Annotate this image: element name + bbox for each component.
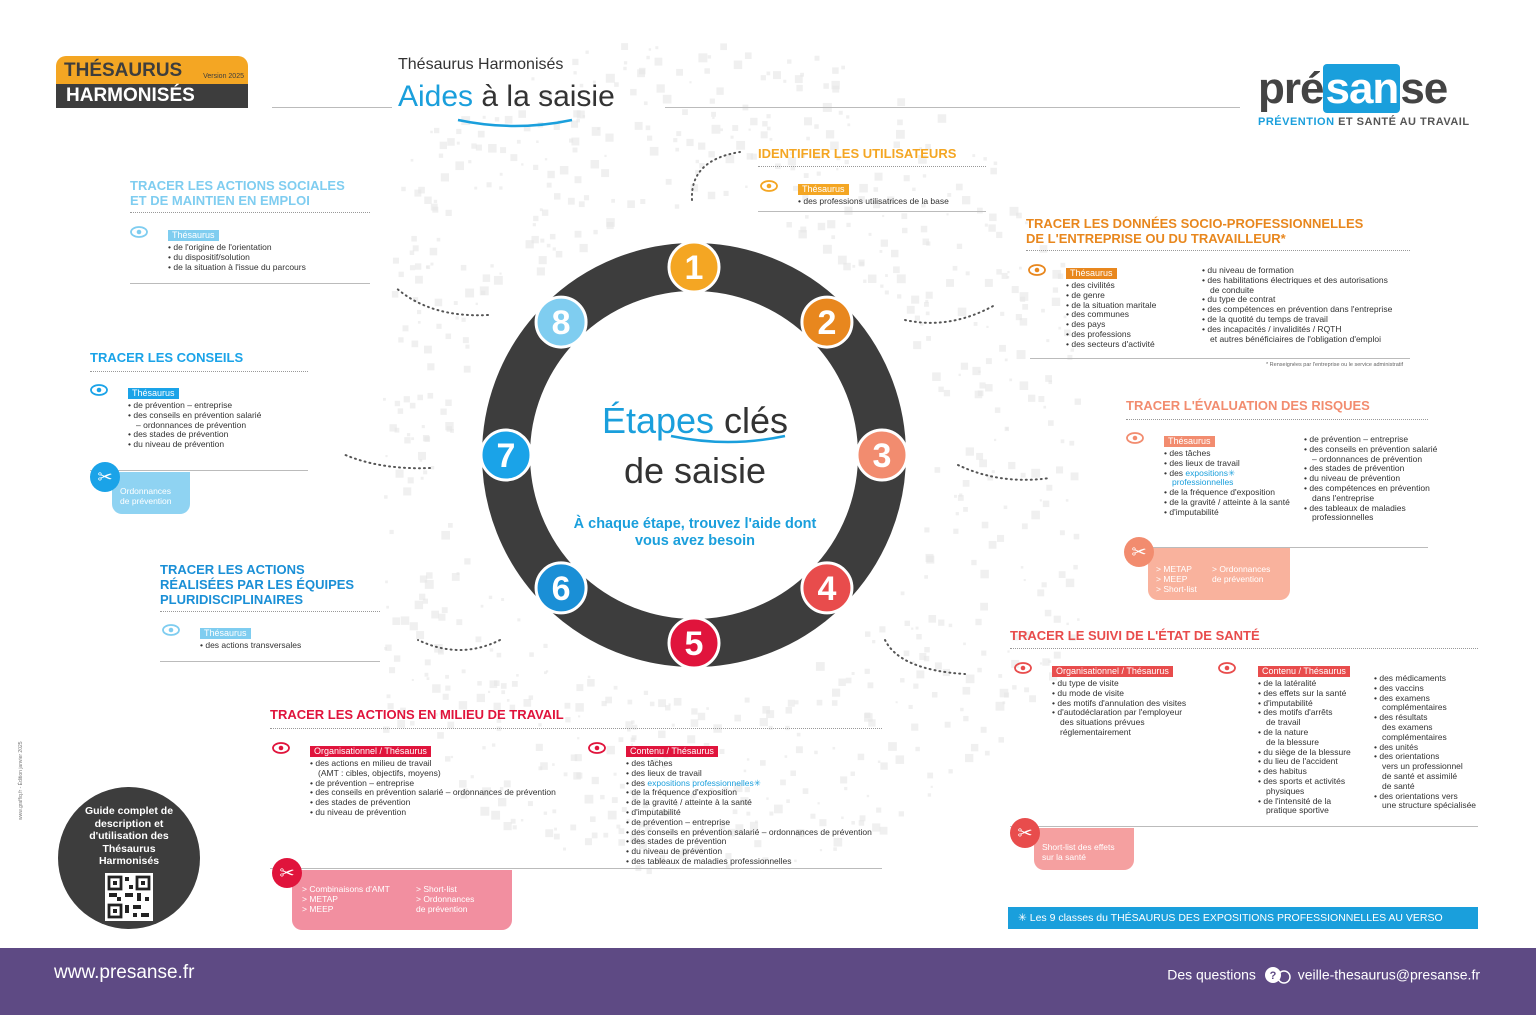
list-item: • des civilités <box>1066 281 1156 291</box>
s4-list-col1 <box>1052 679 1186 738</box>
list-item: • de l'origine de l'orientation <box>168 243 306 253</box>
s5-title: TRACER LES ACTIONS EN MILIEU DE TRAVAIL <box>270 707 564 722</box>
list-item: • du niveau de prévention <box>1304 474 1437 484</box>
s3-tag: Thésaurus <box>1164 436 1215 447</box>
s6-rule <box>160 661 380 662</box>
connector-arrow <box>418 640 500 650</box>
list-item: de conduite <box>1210 284 1254 295</box>
list-item: des situations prévues <box>1060 717 1145 728</box>
s5-rule <box>270 868 882 869</box>
s7-tools-box <box>112 472 190 514</box>
tools-icon: ✂ <box>90 462 120 492</box>
eye-icon <box>90 384 108 396</box>
list-item: vers un professionnel <box>1382 761 1463 772</box>
step-8 <box>536 297 586 347</box>
list-item: • des conseils en prévention salarié – ordonnances de prévention <box>626 828 872 838</box>
s8-tag: Thésaurus <box>168 230 219 241</box>
eye-icon <box>1218 662 1236 674</box>
connector-arrow <box>958 465 1050 480</box>
s2-list-col2 <box>1202 266 1392 344</box>
s4-divider <box>1010 648 1478 649</box>
list-item: • des secteurs d'activité <box>1066 340 1156 350</box>
eye-icon <box>162 624 180 636</box>
s4-tools-box <box>1034 828 1134 870</box>
list-item: • de prévention – entreprise <box>128 401 261 411</box>
page-title: Aides à la saisie <box>398 80 615 113</box>
s8-rule <box>130 283 370 284</box>
list-item: – ordonnances de prévention <box>1312 453 1423 464</box>
list-item: • d'imputabilité <box>1164 508 1290 518</box>
tool-item: > Ordonnances <box>1212 564 1271 574</box>
tool-item: > Short-list <box>416 884 457 894</box>
s5-tag-contenu: Contenu / Thésaurus <box>626 746 718 757</box>
list-item: une structure spécialisée <box>1382 800 1477 811</box>
list-item: • de la nature <box>1258 728 1351 738</box>
list-item: • des habitus <box>1258 767 1351 777</box>
list-item: • du type de contrat <box>1202 295 1392 305</box>
step-number: 6 <box>551 569 571 608</box>
list-item: • des effets sur la santé <box>1258 689 1351 699</box>
list-item: • d'autodéclaration par l'employeur <box>1052 708 1186 718</box>
list-item: • du niveau de prévention <box>310 808 556 818</box>
list-item: et autres bénéficiaires de l'obligation d'emploi <box>1210 333 1381 344</box>
list-item: • d'imputabilité <box>1258 699 1351 709</box>
list-item: • des expositions✳ <box>1164 469 1290 479</box>
list-item: • des stades de prévention <box>128 430 261 440</box>
s7-rule <box>90 470 308 471</box>
list-item: • des professions utilisatrices de la base <box>798 197 949 207</box>
list-item: • des orientations <box>1374 752 1476 762</box>
s4-list-col3 <box>1374 674 1476 811</box>
s5-list-col1 <box>310 759 556 818</box>
s2-divider <box>1026 250 1410 251</box>
list-item: • des compétences en prévention dans l'entreprise <box>1202 305 1392 315</box>
s4-tag-contenu: Contenu / Thésaurus <box>1258 666 1350 677</box>
list-item: de santé <box>1382 780 1415 791</box>
list-item: réglementairement <box>1060 726 1131 737</box>
list-item: • des pays <box>1066 320 1156 330</box>
list-item: • de la fréquence d'exposition <box>626 788 872 798</box>
s1-tag: Thésaurus <box>798 184 849 195</box>
list-item: • des stades de prévention <box>310 798 556 808</box>
tool-item: > MEEP <box>302 904 334 914</box>
list-item: • du dispositif/solution <box>168 253 306 263</box>
s2-tag: Thésaurus <box>1066 268 1117 279</box>
list-item: complémentaires <box>1382 731 1447 742</box>
s5-divider <box>270 728 882 729</box>
list-item: • des lieux de travail <box>626 769 872 779</box>
list-item: • des incapacités / invalidités / RQTH <box>1202 325 1392 335</box>
list-item: • des tâches <box>1164 449 1290 459</box>
presanse-tagline: PRÉVENTION ET SANTÉ AU TRAVAIL <box>1258 116 1470 128</box>
step-number: 7 <box>496 437 516 475</box>
tool-item: de prévention <box>416 904 468 914</box>
tool-item: > METAP <box>1156 564 1192 574</box>
tools-icon: ✂ <box>1010 818 1040 848</box>
list-item: • des conseils en prévention salarié <box>1304 445 1437 455</box>
tool-item: > Combinaisons d'AMT <box>302 884 390 894</box>
list-item: • de prévention – entreprise <box>1304 435 1437 445</box>
list-item: • des médicaments <box>1374 674 1476 684</box>
step-number: 2 <box>817 304 837 343</box>
step-number: 8 <box>551 304 571 343</box>
eye-icon <box>1126 432 1144 444</box>
s6-tag: Thésaurus <box>200 628 251 639</box>
list-item: • de prévention – entreprise <box>310 779 556 789</box>
list-item: • des actions en milieu de travail <box>310 759 556 769</box>
s8-list <box>168 243 306 272</box>
s7-title: TRACER LES CONSEILS <box>90 350 244 365</box>
presanse-logo: présanse <box>1258 64 1448 113</box>
s8-divider <box>130 212 370 213</box>
list-item: • des vaccins <box>1374 684 1476 694</box>
list-item: • de la latéralité <box>1258 679 1351 689</box>
connector-arrow <box>395 287 488 315</box>
list-item: • des actions transversales <box>200 641 301 651</box>
list-item: • des professions <box>1066 330 1156 340</box>
step-number: 5 <box>684 625 704 663</box>
step-number: 3 <box>872 437 892 475</box>
tool-item: > Short-list <box>1156 584 1197 594</box>
list-item: – ordonnances de prévention <box>136 419 247 430</box>
tool-item: Short-list des effets <box>1042 842 1115 852</box>
list-item: complémentaires <box>1382 702 1447 713</box>
guide-text: Guide complet de description et d'utilisation des Thésaurus Harmonisés <box>84 805 174 867</box>
step-number: 4 <box>817 569 837 608</box>
eye-icon <box>588 742 606 754</box>
question-bubble-icon <box>1262 966 1292 986</box>
s6-title: TRACER LES ACTIONS RÉALISÉES PAR LES ÉQUIPES PLURIDISCIPLINAIRES <box>160 562 355 607</box>
list-item: • de la fréquence d'exposition <box>1164 488 1290 498</box>
list-item: professionnelles <box>1312 512 1374 523</box>
list-item: • de genre <box>1066 291 1156 301</box>
list-item: pratique sportive <box>1266 805 1329 816</box>
s5-list-col2 <box>626 759 872 867</box>
list-item: • des motifs d'arrêts <box>1258 708 1351 718</box>
list-item: • d'imputabilité <box>626 808 872 818</box>
list-item: dans l'entreprise <box>1312 492 1375 503</box>
list-item: • des conseils en prévention salarié – ordonnances de prévention <box>310 788 556 798</box>
footer-email[interactable]: veille-thesaurus@presanse.fr <box>1297 966 1480 983</box>
list-item: • du type de visite <box>1052 679 1186 689</box>
svg-text:?: ? <box>1269 970 1277 982</box>
list-item: • des motifs d'annulation des visites <box>1052 699 1186 709</box>
s2-rule <box>1030 358 1410 359</box>
s7-list <box>128 401 261 450</box>
list-item: des examens <box>1382 721 1433 732</box>
s2-title: TRACER LES DONNÉES SOCIO-PROFESSIONNELLES DE L'ENTREPRISE OU DU TRAVAILLEUR* <box>1026 216 1364 246</box>
list-item: • des orientations vers <box>1374 792 1476 802</box>
eye-icon <box>130 226 148 238</box>
list-item: • des sports et activités <box>1258 777 1351 787</box>
list-item: de la blessure <box>1266 736 1319 747</box>
s1-divider <box>758 166 986 167</box>
connector-arrow <box>692 152 740 200</box>
list-item: • des tâches <box>626 759 872 769</box>
header-subtitle: Thésaurus Harmonisés <box>398 56 564 73</box>
list-item: • des conseils en prévention salarié <box>128 411 261 421</box>
eye-icon <box>272 742 290 754</box>
list-item: • du lieu de l'accident <box>1258 757 1351 767</box>
s4-rule <box>1010 826 1478 827</box>
s2-list-col1 <box>1066 281 1156 350</box>
center-title: Étapes clés de saisie <box>601 400 789 491</box>
list-item: physiques <box>1266 785 1305 796</box>
step-3 <box>857 430 907 480</box>
tool-item: de prévention <box>120 496 172 506</box>
footer-contact: Des questions ? veille-thesaurus@presanse.fr <box>1167 966 1480 986</box>
list-item: • du niveau de prévention <box>128 440 261 450</box>
list-item: • des expositions professionnelles✳ <box>626 779 872 789</box>
list-item: • des habilitations électriques et des autorisations <box>1202 276 1392 286</box>
connector-arrow <box>905 305 995 323</box>
list-item: • de la situation à l'issue du parcours <box>168 263 306 273</box>
list-item: • du siège de la blessure <box>1258 748 1351 758</box>
s5-tools-box <box>292 870 512 930</box>
list-item: • de la gravité / atteinte à la santé <box>626 798 872 808</box>
list-item: professionnelles <box>1172 477 1234 488</box>
list-item: • de la gravité / atteinte à la santé <box>1164 498 1290 508</box>
list-item: • des compétences en prévention <box>1304 484 1437 494</box>
s5-tag-organisationnel: Organisationnel / Thésaurus <box>310 746 431 757</box>
s3-title: TRACER L'ÉVALUATION DES RISQUES <box>1126 398 1370 413</box>
tool-item: > Ordonnances <box>416 894 475 904</box>
step-7 <box>481 430 531 480</box>
s6-list <box>200 641 301 651</box>
tool-item: > METAP <box>302 894 338 904</box>
step-6 <box>536 563 586 613</box>
s4-list-col2 <box>1258 679 1351 816</box>
list-item: de travail <box>1266 717 1301 728</box>
list-item: • du mode de visite <box>1052 689 1186 699</box>
list-item: • des stades de prévention <box>626 837 872 847</box>
edition-credit: www.graffiq.fr - Édition janvier 2025 <box>18 741 24 820</box>
footer-url[interactable]: www.presanse.fr <box>54 962 195 983</box>
list-item: • des résultats <box>1374 713 1476 723</box>
list-item: • des stades de prévention <box>1304 464 1437 474</box>
list-item: • des unités <box>1374 743 1476 753</box>
s3-tools-box <box>1148 548 1290 600</box>
eye-icon <box>1014 662 1032 674</box>
tool-item: sur la santé <box>1042 852 1086 862</box>
footer <box>0 948 1536 1015</box>
s3-divider <box>1126 419 1428 420</box>
s4-title: TRACER LE SUIVI DE L'ÉTAT DE SANTÉ <box>1010 628 1260 643</box>
verso-banner[interactable]: ✳ Les 9 classes du THÉSAURUS DES EXPOSITIONS PROFESSIONNELLES AU VERSO <box>1008 907 1478 929</box>
step-number: 1 <box>684 249 704 287</box>
center-subtitle: À chaque étape, trouvez l'aide dont vous avez besoin <box>573 516 817 549</box>
tool-item: de prévention <box>1212 574 1264 584</box>
qr-code-icon[interactable] <box>105 873 153 921</box>
s2-footnote: * Renseignées par l'entreprise ou le service administratif <box>1266 362 1404 368</box>
s1-title: IDENTIFIER LES UTILISATEURS <box>758 146 957 161</box>
s3-list-col1 <box>1164 449 1290 518</box>
list-item: • de la quotité du temps de travail <box>1202 315 1392 325</box>
thesaurus-logo: THÉSAURUS Version 2025 HARMONISÉS <box>56 56 248 108</box>
tool-item: Ordonnances <box>120 486 172 496</box>
s3-list-col2 <box>1304 435 1437 523</box>
list-item: • des examens <box>1374 694 1476 704</box>
connector-arrow <box>885 640 965 674</box>
s8-title: TRACER LES ACTIONS SOCIALES ET DE MAINTIEN EN EMPLOI <box>130 178 345 208</box>
tools-icon: ✂ <box>272 858 302 888</box>
list-item: (AMT : cibles, objectifs, moyens) <box>318 767 441 778</box>
list-item: • des communes <box>1066 310 1156 320</box>
center-underline <box>668 432 788 446</box>
list-item: • des tableaux de maladies <box>1304 504 1437 514</box>
list-item: • des tableaux de maladies professionnelles <box>626 857 872 867</box>
tool-item: > MEEP <box>1156 574 1188 584</box>
step-4 <box>802 563 852 613</box>
list-item: • des lieux de travail <box>1164 459 1290 469</box>
list-item: • de la situation maritale <box>1066 301 1156 311</box>
connector-arrow <box>343 454 430 468</box>
step-5 <box>669 618 719 668</box>
list-item: de santé et assimilé <box>1382 770 1458 781</box>
step-1 <box>669 242 719 292</box>
s1-rule <box>758 211 986 212</box>
guide-badge[interactable] <box>58 787 200 929</box>
eye-icon <box>760 180 778 192</box>
eye-icon <box>1028 264 1046 276</box>
s7-tag: Thésaurus <box>128 388 179 399</box>
list-item: • de prévention – entreprise <box>626 818 872 828</box>
tools-icon: ✂ <box>1124 537 1154 567</box>
s7-divider <box>90 371 308 372</box>
s4-tag-organisationnel: Organisationnel / Thésaurus <box>1052 666 1173 677</box>
list-item: • du niveau de formation <box>1202 266 1392 276</box>
s1-list <box>798 197 949 207</box>
step-2 <box>802 297 852 347</box>
list-item: • du niveau de prévention <box>626 847 872 857</box>
list-item: • de l'intensité de la <box>1258 797 1351 807</box>
s6-divider <box>160 611 380 612</box>
